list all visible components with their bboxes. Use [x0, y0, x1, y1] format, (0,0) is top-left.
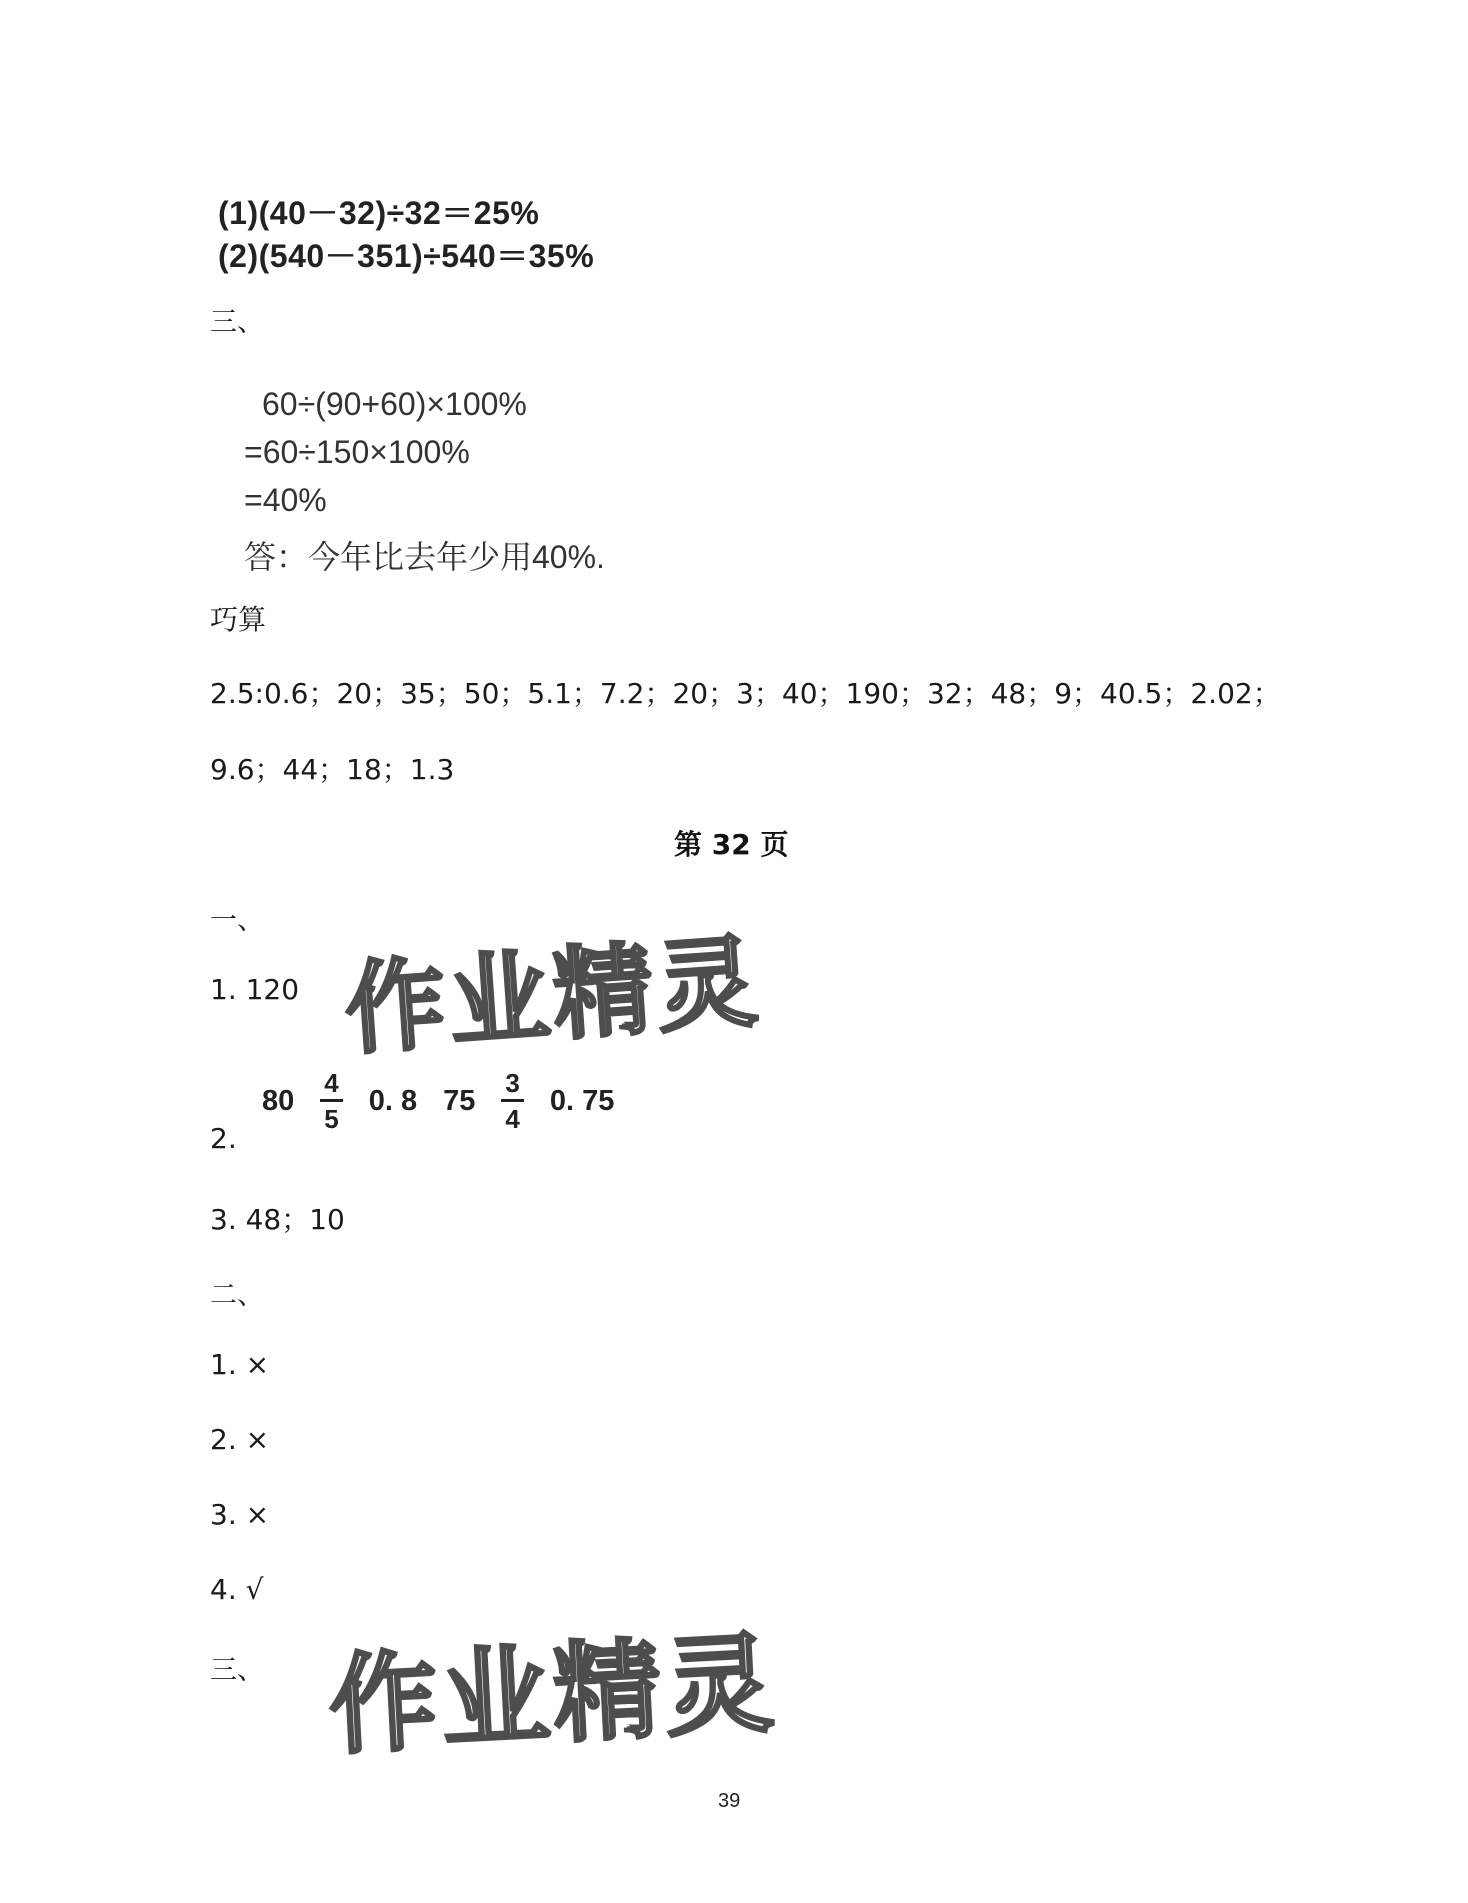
- section-1-label: 一、: [210, 905, 264, 936]
- equation-2: (2)(540－351)÷540＝35%: [218, 238, 595, 274]
- fraction-three-fourths: [501, 1070, 523, 1132]
- fraction-numerator: 4: [320, 1070, 342, 1102]
- section-1-item-2-values: [262, 1070, 640, 1132]
- section-1-item-2-label: 2.: [210, 1122, 237, 1155]
- fraction-numerator: 3: [501, 1070, 523, 1102]
- value-0-75: 0. 75: [549, 1084, 615, 1117]
- watermark-upper: 作业精灵: [341, 922, 765, 1069]
- fraction-four-fifths: [320, 1070, 342, 1132]
- calc-line-1: 60÷(90+60)×100%: [262, 386, 527, 422]
- calc-answer: 答：今年比去年少用40%.: [244, 539, 605, 575]
- calc-line-2: =60÷150×100%: [244, 434, 470, 470]
- qiaosuan-answers-line-1: 2.5:0.6；20；35；50；5.1；7.2；20；3；40；190；32；48；9；40.5；2.02；: [210, 677, 1281, 710]
- qiaosuan-answers-line-2: 9.6；44；18；1.3: [210, 753, 455, 786]
- section-3-label: 三、: [210, 307, 264, 338]
- equation-1: (1)(40－32)÷32＝25%: [218, 195, 540, 231]
- section-2-label: 二、: [210, 1280, 264, 1311]
- watermark-lower: 作业精灵: [326, 1621, 781, 1770]
- section-2-item-4: 4. √: [210, 1573, 264, 1606]
- page-number: 39: [718, 1790, 741, 1812]
- qiaosuan-title: 巧算: [210, 603, 267, 636]
- section-2-item-3: 3. ×: [210, 1498, 270, 1531]
- fraction-denominator: 4: [505, 1104, 520, 1134]
- section-3-second-label: 三、: [210, 1655, 264, 1686]
- section-2-item-2: 2. ×: [210, 1423, 270, 1456]
- page-heading: 第 32 页: [674, 828, 789, 861]
- fraction-denominator: 5: [324, 1104, 339, 1134]
- value-75: 75: [443, 1084, 476, 1117]
- section-1-item-1: 1. 120: [210, 973, 300, 1006]
- value-80: 80: [262, 1084, 295, 1117]
- section-2-item-1: 1. ×: [210, 1348, 270, 1381]
- calc-line-3: =40%: [244, 482, 327, 518]
- section-1-item-3: 3. 48；10: [210, 1203, 345, 1236]
- value-0-8: 0. 8: [368, 1084, 418, 1117]
